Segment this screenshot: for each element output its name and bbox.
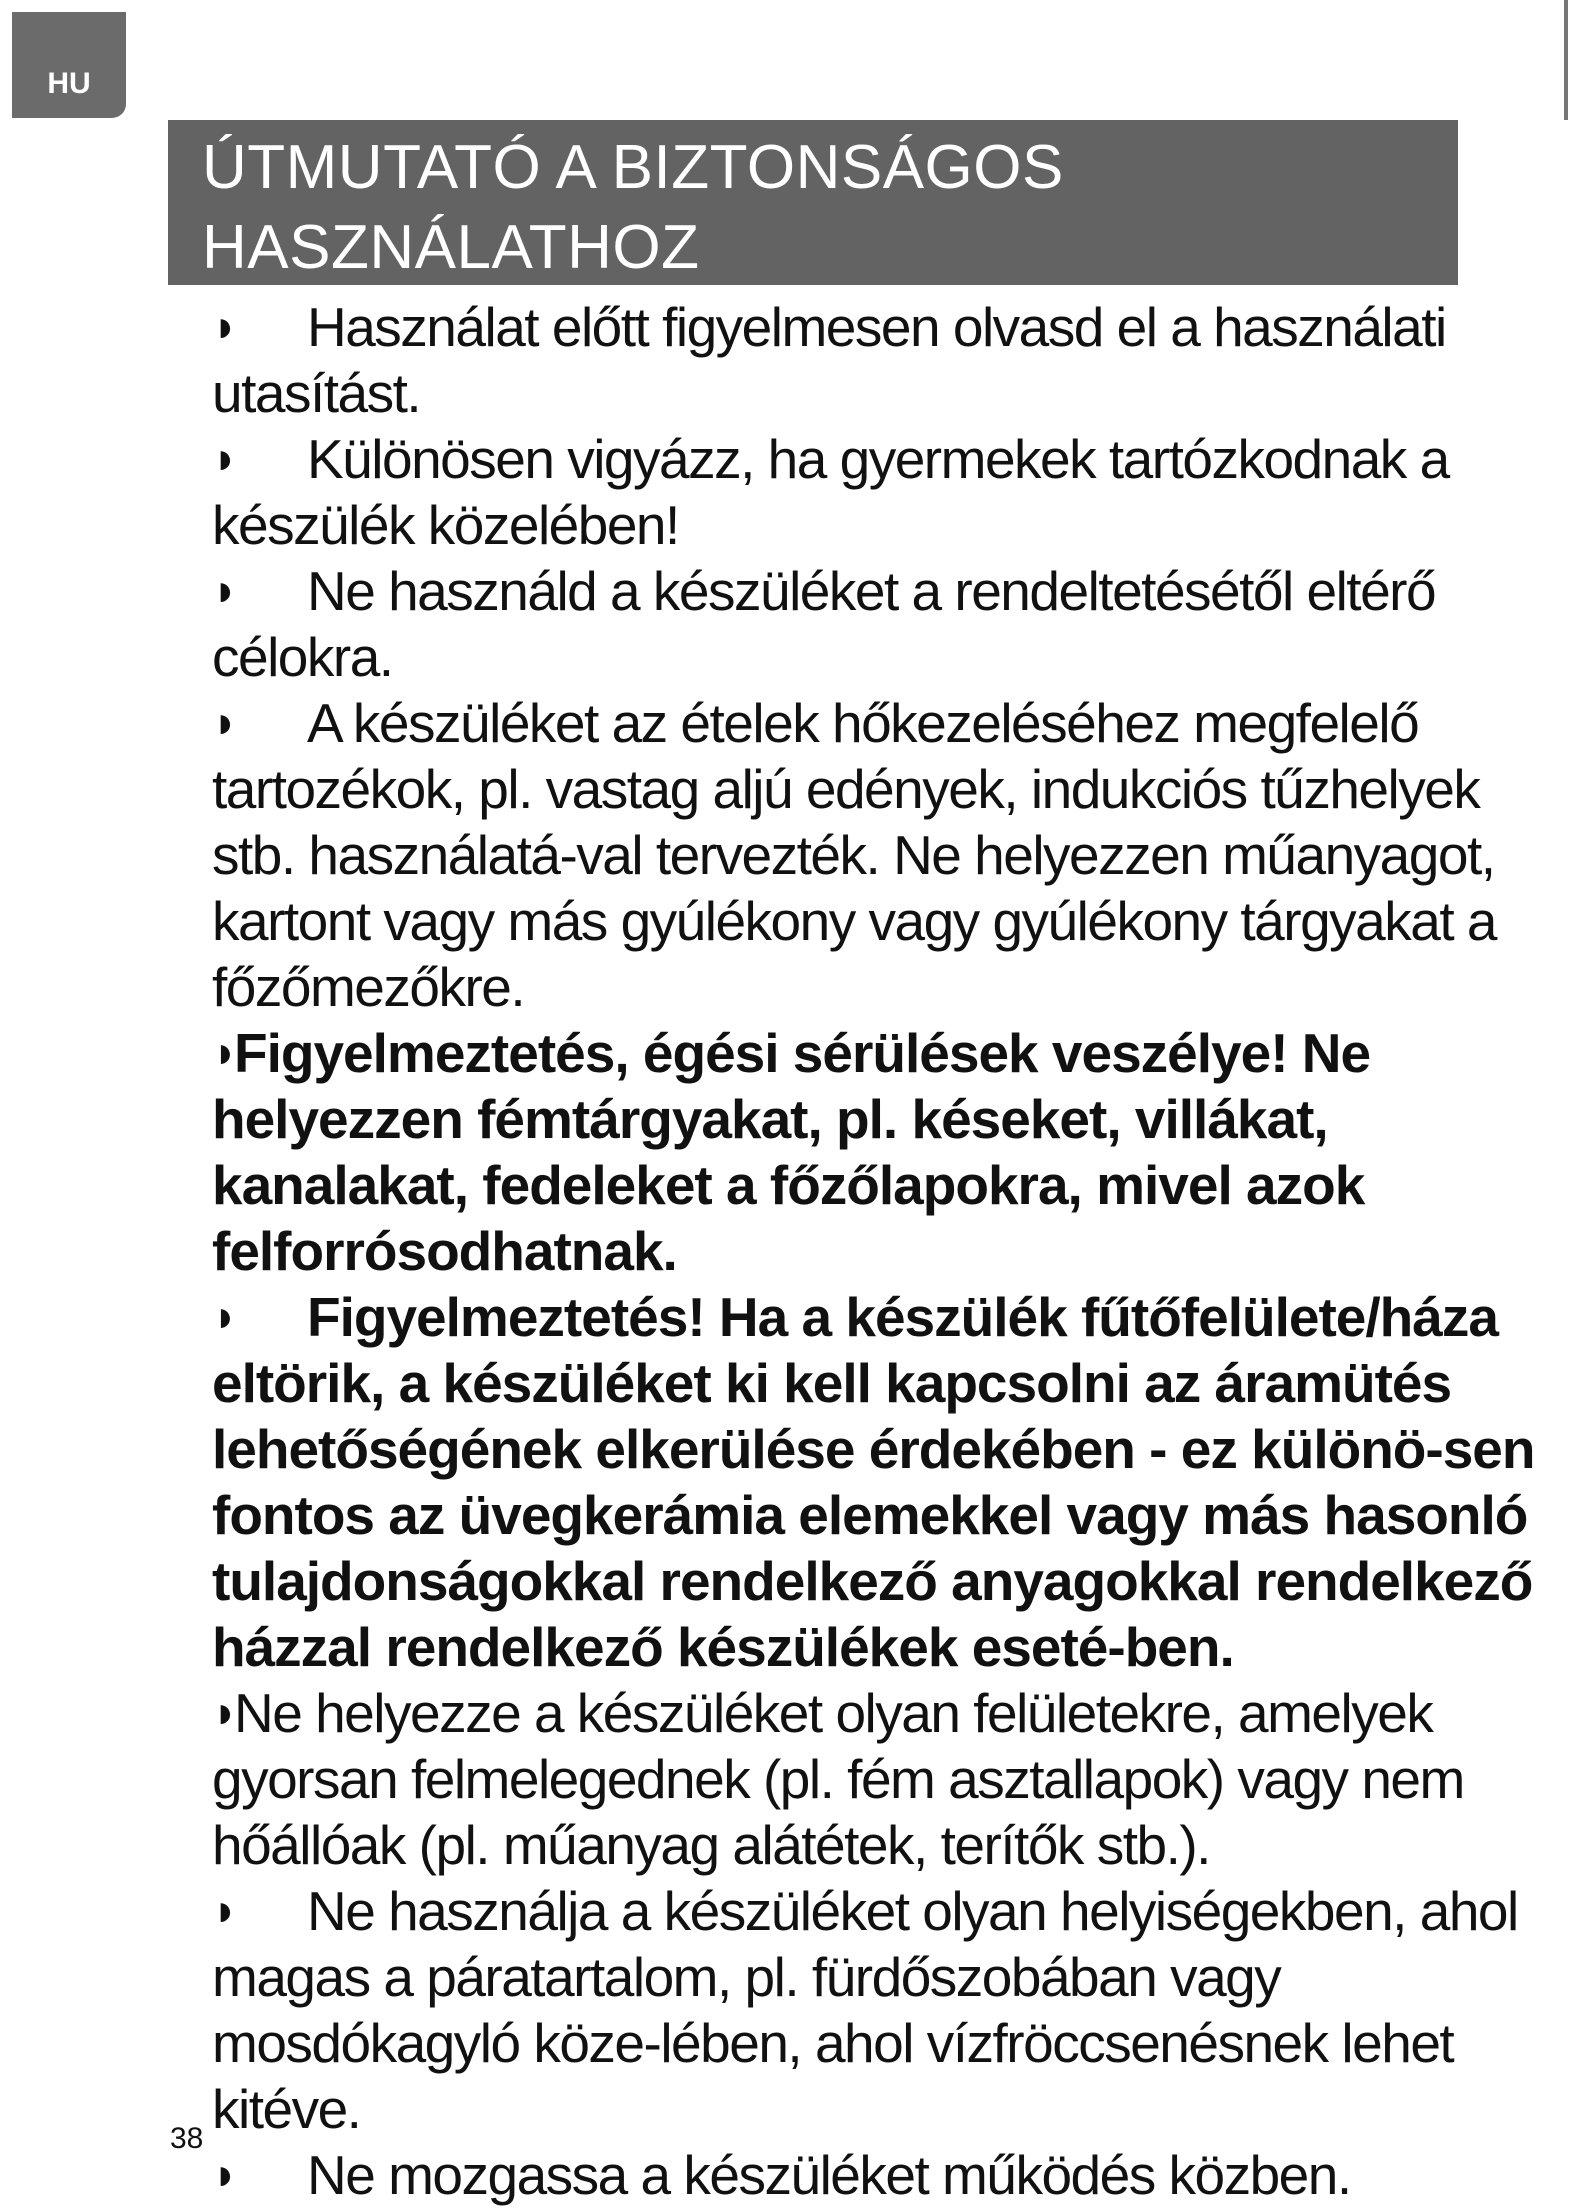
- language-tab: [12, 12, 126, 118]
- instruction-text: Ne használja a készüléket olyan helyiségekben, ahol magas a páratartalom, pl. fürdőszobában vagy mosdókagyló köze-lében, ahol vízfröccsenésnek lehet kitéve.: [212, 1880, 1518, 2140]
- warning-paragraph: [212, 1020, 1572, 1284]
- bullet-icon: ◗: [212, 1886, 238, 1935]
- bullet-icon: ◗: [212, 434, 238, 483]
- instruction-text: Használat előtt figyelmesen olvasd el a használati utasítást.: [212, 296, 1446, 424]
- instruction-text: Ne mozgassa a készüléket működés közben.: [307, 2144, 1351, 2206]
- instruction-paragraph: [212, 426, 1572, 558]
- warning-paragraph: [212, 1284, 1572, 1680]
- bullet-icon: ◗: [212, 1028, 238, 1077]
- bullet-icon: ◗: [212, 1292, 238, 1341]
- instruction-paragraph: [212, 1680, 1572, 1878]
- instruction-text: Ne használd a készüléket a rendeltetésétől eltérő célokra.: [212, 560, 1436, 688]
- instruction-paragraph: [212, 690, 1572, 1020]
- instruction-text: A készüléket az ételek hőkezeléséhez megfelelő tartozékok, pl. vastag aljú edények, indukciós tűzhelyek stb. használatá-val tervezték. Ne helyezzen műanyagot, kartont vagy más gyúlékony vagy gyúlékony tárgyakat a főzőmezőkre.: [212, 692, 1497, 1018]
- bullet-icon: ◗: [212, 566, 238, 615]
- page-edge-marker: [1564, 0, 1568, 120]
- instruction-paragraph: [212, 1878, 1572, 2142]
- warning-text: Figyelmeztetés, égési sérülések veszélye! Ne helyezzen fémtárgyakat, pl. késeket, villákat, kanalakat, fedeleket a főzőlapokra, mivel azok felforrósodhatnak.: [212, 1022, 1371, 1282]
- bullet-icon: ◗: [212, 302, 238, 351]
- instruction-paragraph: [212, 294, 1572, 426]
- bullet-icon: ◗: [212, 698, 238, 747]
- instruction-text: Különösen vigyázz, ha gyermekek tartózkodnak a készülék közelében!: [212, 428, 1449, 556]
- language-code: HU: [47, 67, 91, 100]
- warning-text: Figyelmeztetés! Ha a készülék fűtőfelülete/háza eltörik, a készüléket ki kell kapcsolni az áramütés lehetőségének elkerülése érdekében - ez különö-sen fontos az üvegkerámia elemekkel vagy más hasonló tulajdonságokkal rendelkező anyagokkal rendelkező házzal rendelkező készülékek eseté-ben.: [212, 1286, 1535, 1678]
- instruction-paragraph: [212, 558, 1572, 690]
- section-title-line-1: ÚTMUTATÓ A BIZTONSÁGOS: [202, 133, 1064, 202]
- instruction-text: Ne helyezze a készüléket olyan felületekre, amelyek gyorsan felmelegednek (pl. fém asztallapok) vagy nem hőállóak (pl. műanyag alátétek, terítők stb.).: [212, 1682, 1464, 1876]
- bullet-icon: ◗: [212, 1688, 238, 1737]
- safety-instructions: [212, 294, 1572, 2208]
- page-number: 38: [170, 2122, 204, 2155]
- instruction-paragraph: [212, 2142, 1572, 2208]
- section-title-bar: [168, 120, 1458, 285]
- bullet-icon: ◗: [212, 2150, 238, 2199]
- section-title-line-2: HASZNÁLATHOZ: [202, 213, 700, 282]
